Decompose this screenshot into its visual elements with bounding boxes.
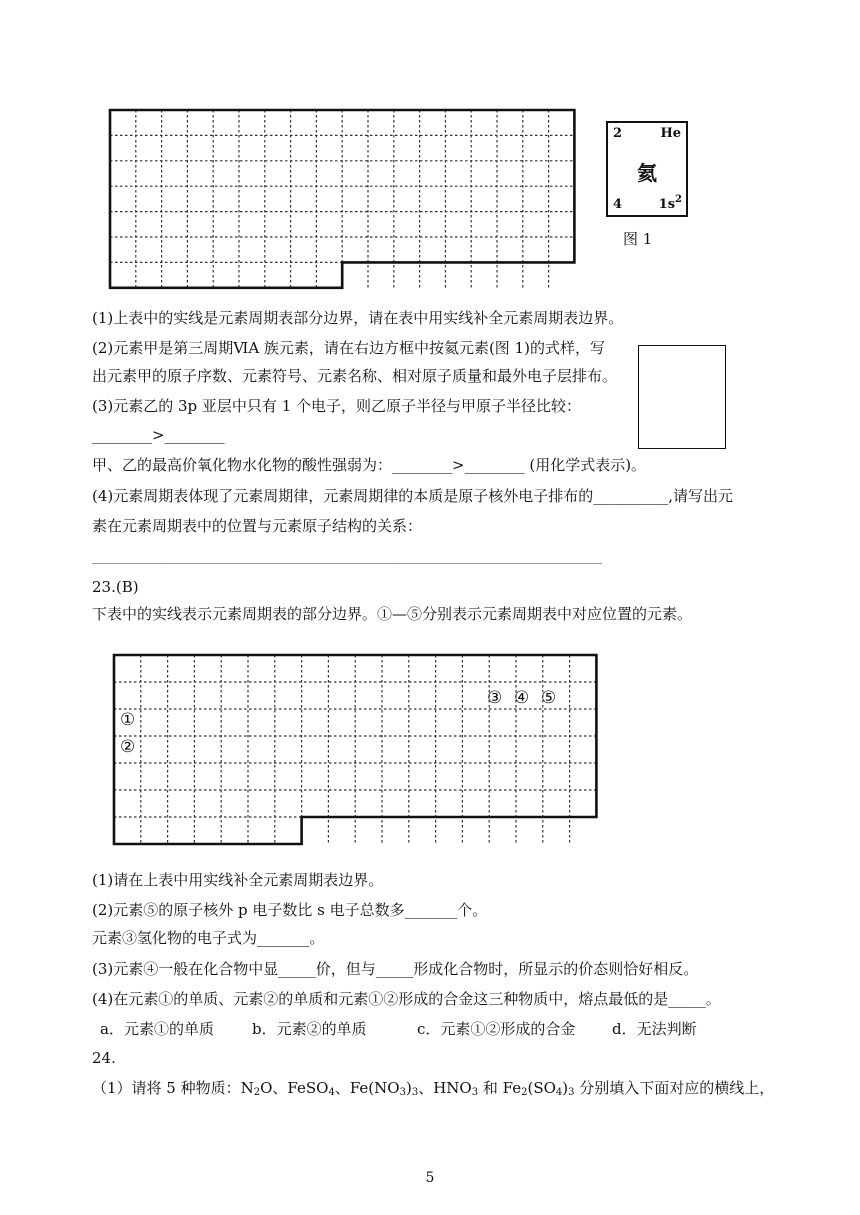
marker-5: ⑤ xyxy=(541,688,557,708)
q22-line-7: (4)元素周期表体现了元素周期律，元素周期律的本质是原子核外电子排布的__________,请写出元 xyxy=(92,487,734,505)
q22-line-4: (3)元素乙的 3p 亚层中只有 1 个电子，则乙原子半径与甲原子半径比较： xyxy=(92,397,582,415)
q22-answer-line[interactable]: ________________________________________________________________________________________ xyxy=(92,551,603,564)
q22-line-8: 素在元素周期表中的位置与元素原子结构的关系： xyxy=(92,517,423,535)
marker-4: ④ xyxy=(514,688,530,708)
atomic-number: 2 xyxy=(613,126,623,141)
page-number: 5 xyxy=(425,1170,435,1186)
q23-line-3: 元素③氢化物的电子式为_______。 xyxy=(92,929,325,947)
element-name: 氦 xyxy=(637,161,657,185)
q23-option-d[interactable]: d．无法判断 xyxy=(612,1020,697,1038)
q22-line-6: 甲、乙的最高价氧化物水化物的酸性强弱为：________>________ (用化学式表示)。 xyxy=(92,456,647,474)
answer-box[interactable] xyxy=(638,345,726,449)
q24-heading: 24. xyxy=(92,1049,116,1067)
figure-caption: 图 1 xyxy=(623,230,653,248)
q23-line-2: (2)元素⑤的原子核外 p 电子数比 s 电子总数多_______个。 xyxy=(92,901,488,919)
q24-line-1: （1）请将 5 种物质：$N_2O$、FeSO$_4$、$Fe(NO_3)_3$、$HNO_3$ 和 $Fe_2(SO_4)_3$ 分别填入下面对应的横线上， xyxy=(92,1079,775,1098)
helium-element-box xyxy=(606,121,688,217)
q23-line-4: (3)元素④一般在化合物中显_____价，但与_____形成化合物时，所显示的价态则恰好相反。 xyxy=(92,960,699,978)
q23-option-b[interactable]: b．元素②的单质 xyxy=(252,1020,367,1038)
config-superscript: 2 xyxy=(675,194,682,205)
marker-1: ① xyxy=(120,710,136,730)
config-base: 1s xyxy=(658,197,676,212)
q23-heading: 23.(B) xyxy=(92,578,139,596)
q23-line-1: (1)请在上表中用实线补全元素周期表边界。 xyxy=(92,871,384,889)
q23-option-a[interactable]: a．元素①的单质 xyxy=(100,1020,214,1038)
element-symbol: He xyxy=(660,126,681,141)
marker-2: ② xyxy=(120,737,136,757)
marker-3: ③ xyxy=(487,688,503,708)
q23-intro: 下表中的实线表示元素周期表的部分边界。①—⑤分别表示元素周期表中对应位置的元素。 xyxy=(92,605,693,623)
q22-line-1: (1)上表中的实线是元素周期表部分边界，请在表中用实线补全元素周期表边界。 xyxy=(92,309,624,327)
q22-line-2: (2)元素甲是第三周期ⅥA 族元素，请在右边方框中按氦元素(图 1)的式样，写 xyxy=(92,339,605,357)
q22-line-5: ________>________ xyxy=(92,426,225,444)
atomic-mass: 4 xyxy=(613,197,623,212)
electron-config xyxy=(659,194,682,212)
q23-line-5: (4)在元素①的单质、元素②的单质和元素①②形成的合金这三种物质中，熔点最低的是_____。 xyxy=(92,990,721,1008)
q22-line-3: 出元素甲的原子序数、元素符号、元素名称、相对原子质量和最外电子层排布。 xyxy=(92,367,618,385)
q23-option-c[interactable]: c．元素①②形成的合金 xyxy=(417,1020,576,1038)
